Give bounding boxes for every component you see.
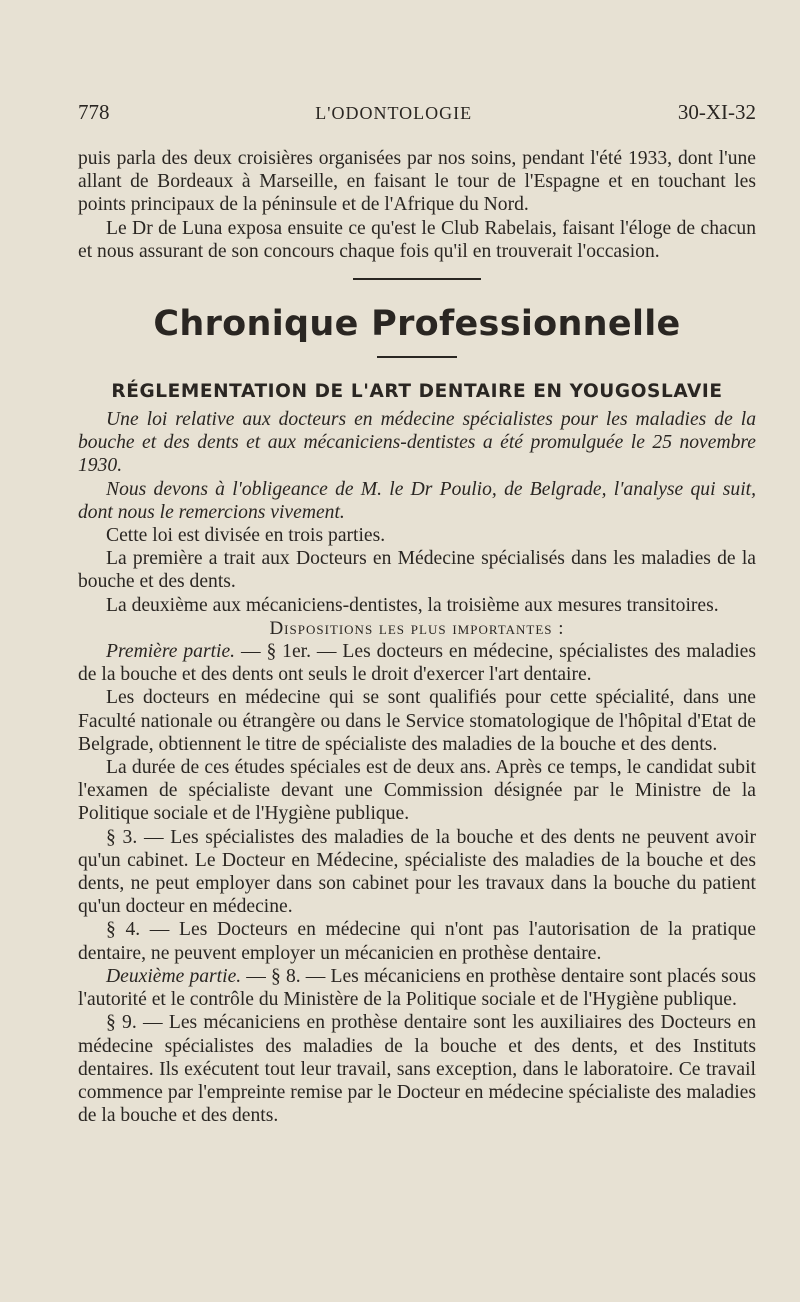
paragraph-first-part: La première a trait aux Docteurs en Médecine spécialisés dans les maladies de la bouche et des dents. <box>78 548 756 593</box>
paragraph-part-1 <box>78 640 756 686</box>
part-1-label: Première partie. <box>106 641 236 663</box>
previous-article-paragraph-1: puis parla des deux croisières organisées par nos soins, pendant l'été 1933, dont l'une allant de Bordeaux à Marseille, en faisant le tour de l'Espagne et en touchant les points principaux de la péninsule et de l'Afrique du Nord. <box>78 148 756 216</box>
paragraph-duration: La durée de ces études spéciales est de deux ans. Après ce temps, le candidat subit l'examen de spécialiste devant une Commission désignée par le Ministre de la Politique sociale et de l'Hygiène publique. <box>78 757 756 825</box>
section-divider-top <box>353 278 481 280</box>
previous-article-paragraph-2: Le Dr de Luna exposa ensuite ce qu'est le Club Rabelais, faisant l'éloge de chacun et nous assurant de son concours chaque fois qu'il en trouverait l'occasion. <box>78 217 756 262</box>
paragraph-second-part: La deuxième aux mécaniciens-dentistes, la troisième aux mesures transitoires. <box>106 594 719 616</box>
part-2-text: — § 8. — Les mécaniciens en prothèse dentaire sont placés sous l'autorité et le contrôle du Ministère de la Politique sociale et de l'Hygiène publique. <box>78 965 756 1011</box>
part-1-text: — § 1er. — Les docteurs en médecine, spécialistes des maladies de la bouche et des dents ont seuls le droit d'exercer l'art dentaire. <box>78 641 756 686</box>
dispositions-heading: Dispositions les plus importantes : <box>269 617 565 639</box>
paragraph-section-3: § 3. — Les spécialistes des maladies de la bouche et des dents ne peuvent avoir qu'un cabinet. Le Docteur en Médecine, spécialiste des maladies de la bouche et des dents, ne peut employer dans son cabinet pour les travaux dans la bouche du patient qu'un docteur en médecine. <box>78 826 756 918</box>
issue-date: 30-XI-32 <box>677 100 756 124</box>
running-head <box>78 100 756 125</box>
paragraph-part-2 <box>78 965 756 1011</box>
paragraph-qualified: Les docteurs en médecine qui se sont qualifiés pour cette spécialité, dans une Faculté nationale ou étrangère ou dans le Service stomatologique de l'hôpital d'Etat de Belgrade, obtiennent le titre de spécialiste des maladies de la bouche et des dents. <box>78 687 756 755</box>
section-divider-bottom <box>377 356 457 358</box>
page-number: 778 <box>78 100 110 124</box>
paragraph-section-4: § 4. — Les Docteurs en médecine qui n'ont pas l'autorisation de la pratique dentaire, ne peuvent employer un mécanicien en prothèse dentaire. <box>78 919 756 964</box>
paragraph-law-divided: Cette loi est divisée en trois parties. <box>106 525 386 547</box>
article-intro-2: Nous devons à l'obligeance de M. le Dr Poulio, de Belgrade, l'analyse qui suit, dont nous le remercions vivement. <box>78 478 756 523</box>
page-content <box>78 147 756 1127</box>
article-title: RÉGLEMENTATION DE L'ART DENTAIRE EN YOUGOSLAVIE <box>111 381 723 403</box>
paragraph-section-9: § 9. — Les mécaniciens en prothèse dentaire sont les auxiliaires des Docteurs en médecine spécialistes des maladies de la bouche et des dents, et des Instituts dentaires. Ils exécutent tout leur travail, sans exception, dans le laboratoire. Ce travail commence par l'empreinte remise par le Docteur en médecine spécialiste des maladies de la bouche et des dents. <box>78 1012 756 1127</box>
part-2-label: Deuxième partie. <box>106 965 242 987</box>
article-intro-1: Une loi relative aux docteurs en médecine spécialistes pour les maladies de la bouche et des dents et aux mécaniciens-dentistes a été promulguée le 25 novembre 1930. <box>78 409 756 477</box>
section-heading: Chronique Professionnelle <box>153 304 681 345</box>
journal-title: L'ODONTOLOGIE <box>315 103 473 123</box>
